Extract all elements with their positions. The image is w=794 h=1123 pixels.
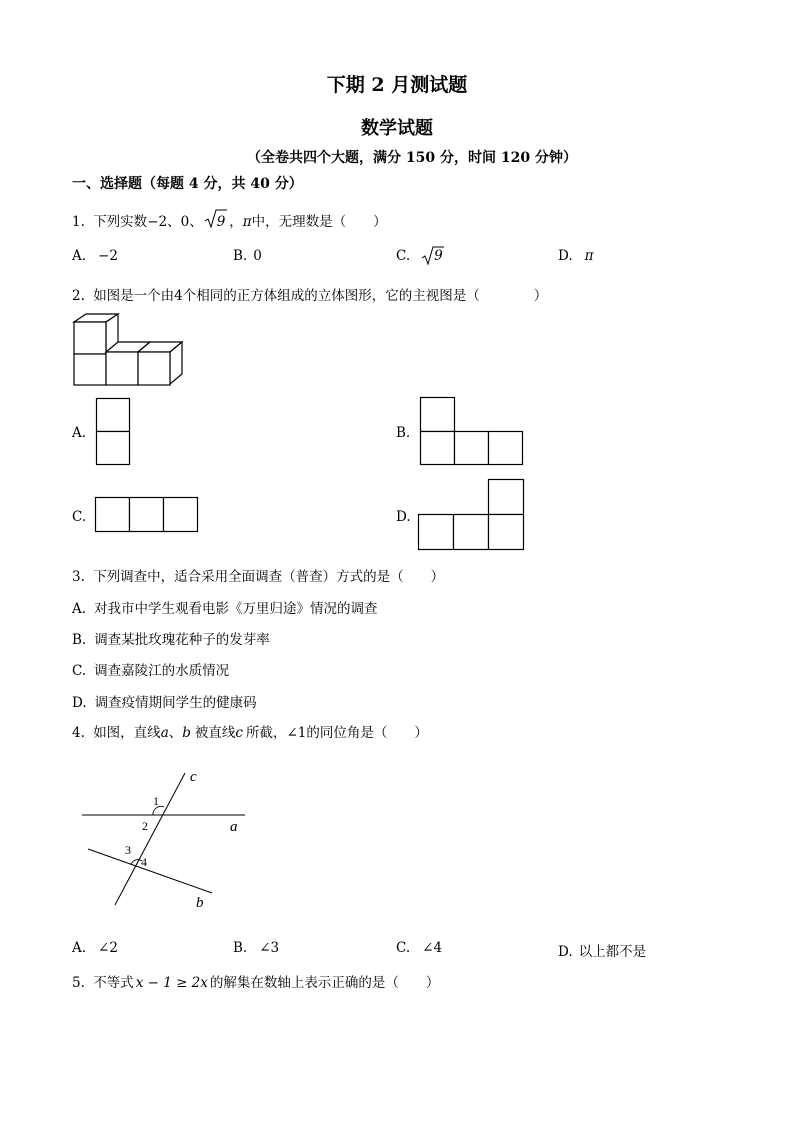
option-text: 调查疫情期间学生的健康码 [94, 695, 257, 711]
option-letter: A. [72, 940, 87, 956]
label-angle-3: 3 [125, 843, 131, 857]
q4-option-c[interactable] [396, 940, 442, 956]
question-text: 不等式 [93, 975, 134, 991]
exam-note: （全卷共四个大题，满分 150 分，时间 120 分钟） [247, 150, 577, 166]
value-neg2: −2 [147, 214, 168, 230]
question-text: 下列调查中，适合采用全面调查（普查）方式的是（ ） [93, 569, 445, 585]
exam-title: 下期 2 月测试题 [326, 74, 468, 96]
option-letter: D. [72, 695, 87, 711]
value-pi: π [242, 214, 252, 230]
option-value: ∠4 [422, 940, 443, 956]
separator: 、 [167, 214, 181, 230]
line-b [88, 849, 212, 893]
question-number: 5. [72, 975, 85, 991]
q1-option-b[interactable] [233, 248, 262, 264]
q4-option-a[interactable] [72, 940, 118, 956]
sqrt-expression [205, 214, 226, 230]
label-c: c [190, 769, 197, 785]
question-text: 中，无理数是（ ） [251, 214, 387, 230]
q2-option-d-figure [418, 479, 526, 551]
label-angle-1: 1 [153, 794, 159, 808]
q2-option-b-figure [420, 397, 526, 467]
option-value: π [584, 248, 594, 264]
option-letter: A. [72, 601, 87, 617]
line-c [115, 773, 185, 905]
q2-option-b-label[interactable]: B. [396, 425, 411, 441]
label-a: a [230, 819, 238, 835]
option-text: 调查某批玫瑰花种子的发芽率 [94, 632, 270, 648]
question-text: 所截，∠1的同位角是（ ） [245, 725, 428, 741]
option-text: 对我市中学生观看电影《万里归途》情况的调查 [94, 601, 378, 617]
question-text: 如图是一个由4个相同的正方体组成的立体图形，它的主视图是（ ） [93, 288, 548, 304]
question-5 [72, 971, 439, 991]
separator: ， [229, 214, 243, 230]
question-text: 的解集在数轴上表示正确的是（ ） [209, 975, 440, 991]
q3-option-c[interactable] [72, 659, 229, 679]
q1-option-a[interactable] [72, 248, 118, 264]
option-letter: B. [233, 248, 248, 264]
section-heading: 一、选择题（每题 4 分，共 40 分） [72, 176, 303, 192]
q3-option-d[interactable] [72, 691, 257, 711]
option-value: ∠2 [98, 940, 118, 956]
q1-option-d[interactable] [558, 248, 594, 264]
question-3 [72, 565, 444, 585]
question-number: 3. [72, 569, 85, 585]
q3-option-b[interactable] [72, 628, 270, 648]
radical-sign-icon [422, 245, 444, 267]
q2-option-a-label[interactable]: A. [72, 425, 87, 441]
question-1 [72, 210, 387, 230]
q3-option-a[interactable] [72, 597, 378, 617]
question-number: 4. [72, 725, 85, 741]
value-zero: 0 [180, 214, 190, 230]
q2-option-a-figure [96, 398, 132, 468]
radical-sign-icon [205, 208, 227, 230]
label-angle-2: 2 [142, 819, 148, 833]
option-value: −2 [98, 248, 118, 264]
question-text: 如图，直线 [93, 725, 161, 741]
q2-option-d-label[interactable]: D. [396, 509, 411, 525]
line-a-symbol: a [160, 725, 169, 741]
inequality-expression: x − 1 ≥ 2x [135, 975, 208, 991]
option-value: ∠3 [259, 940, 280, 956]
q2-option-c-figure [95, 497, 201, 535]
line-c-symbol: c [235, 725, 243, 741]
separator: 、 [168, 725, 183, 741]
q4-option-b[interactable] [233, 940, 279, 956]
question-number: 1. [72, 214, 85, 230]
option-text: 调查嘉陵江的水质情况 [94, 663, 230, 679]
option-letter: D. [558, 248, 573, 264]
separator: 、 [189, 214, 203, 230]
option-letter: D. [558, 944, 573, 960]
q4-option-d[interactable] [558, 940, 646, 960]
q1-option-c[interactable] [396, 248, 443, 264]
transversal-figure [80, 765, 280, 915]
question-2 [72, 284, 547, 304]
question-number: 2. [72, 288, 85, 304]
option-value: 0 [253, 248, 262, 264]
cube-solid-figure [72, 312, 192, 392]
exam-subtitle: 数学试题 [361, 118, 433, 139]
line-b-symbol: b [182, 725, 191, 741]
option-letter: B. [233, 940, 248, 956]
option-letter: C. [72, 663, 87, 679]
option-letter: A. [72, 248, 87, 264]
question-text: 下列实数 [93, 214, 148, 230]
question-text: 被直线 [194, 725, 236, 741]
option-letter: C. [396, 940, 411, 956]
radicand: 9 [216, 214, 226, 230]
option-value: 以上都不是 [578, 944, 647, 960]
q2-option-c-label[interactable]: C. [72, 509, 87, 525]
label-angle-4: 4 [141, 855, 147, 869]
label-b: b [196, 895, 204, 911]
option-letter: B. [72, 632, 87, 648]
option-letter: C. [396, 248, 411, 264]
sqrt-expression [422, 248, 443, 264]
radicand: 9 [434, 248, 443, 264]
question-4 [72, 721, 428, 741]
